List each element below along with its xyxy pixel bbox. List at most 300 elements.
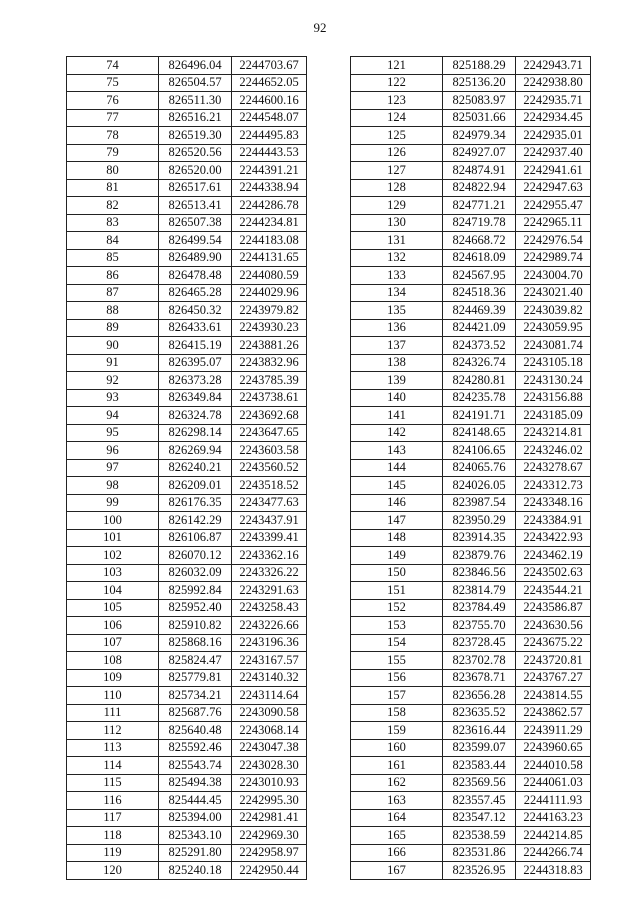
x-coordinate-cell: 826513.41: [159, 197, 232, 215]
table-row: [67, 74, 307, 92]
y-coordinate-cell: 2242969.30: [232, 827, 307, 845]
y-coordinate-cell: 2243692.68: [232, 407, 307, 425]
point-number-cell: 167: [351, 862, 443, 880]
table-row: [351, 302, 591, 320]
table-row: [351, 144, 591, 162]
table-row: [67, 844, 307, 862]
table-row: [351, 844, 591, 862]
x-coordinate-cell: 823879.76: [443, 547, 516, 565]
point-number-cell: 76: [67, 92, 159, 110]
point-number-cell: 164: [351, 809, 443, 827]
y-coordinate-cell: 2243603.58: [232, 442, 307, 460]
y-coordinate-cell: 2242965.11: [516, 214, 591, 232]
point-number-cell: 142: [351, 424, 443, 442]
table-row: [351, 477, 591, 495]
table-row: [67, 704, 307, 722]
y-coordinate-cell: 2243675.22: [516, 634, 591, 652]
table-row: [67, 127, 307, 145]
point-number-cell: 108: [67, 652, 159, 670]
table-row: [351, 617, 591, 635]
x-coordinate-cell: 826070.12: [159, 547, 232, 565]
x-coordinate-cell: 826298.14: [159, 424, 232, 442]
table-row: [351, 389, 591, 407]
x-coordinate-cell: 825952.40: [159, 599, 232, 617]
x-coordinate-cell: 825494.38: [159, 774, 232, 792]
point-number-cell: 139: [351, 372, 443, 390]
table-row: [67, 547, 307, 565]
x-coordinate-cell: 825543.74: [159, 757, 232, 775]
point-number-cell: 126: [351, 144, 443, 162]
x-coordinate-cell: 824668.72: [443, 232, 516, 250]
x-coordinate-cell: 824235.78: [443, 389, 516, 407]
y-coordinate-cell: 2244214.85: [516, 827, 591, 845]
point-number-cell: 119: [67, 844, 159, 862]
x-coordinate-cell: 823526.95: [443, 862, 516, 880]
x-coordinate-cell: 824191.71: [443, 407, 516, 425]
x-coordinate-cell: 825592.46: [159, 739, 232, 757]
y-coordinate-cell: 2243226.66: [232, 617, 307, 635]
x-coordinate-cell: 823914.35: [443, 529, 516, 547]
x-coordinate-cell: 826516.21: [159, 109, 232, 127]
table-row: [351, 652, 591, 670]
y-coordinate-cell: 2243185.09: [516, 407, 591, 425]
y-coordinate-cell: 2242947.63: [516, 179, 591, 197]
point-number-cell: 77: [67, 109, 159, 127]
y-coordinate-cell: 2242935.01: [516, 127, 591, 145]
point-number-cell: 89: [67, 319, 159, 337]
point-number-cell: 153: [351, 617, 443, 635]
y-coordinate-cell: 2244443.53: [232, 144, 307, 162]
y-coordinate-cell: 2243105.18: [516, 354, 591, 372]
point-number-cell: 165: [351, 827, 443, 845]
x-coordinate-cell: 825031.66: [443, 109, 516, 127]
x-coordinate-cell: 825824.47: [159, 652, 232, 670]
x-coordinate-cell: 825444.45: [159, 792, 232, 810]
point-number-cell: 95: [67, 424, 159, 442]
table-row: [351, 494, 591, 512]
x-coordinate-cell: 825291.80: [159, 844, 232, 862]
point-number-cell: 90: [67, 337, 159, 355]
table-row: [351, 179, 591, 197]
table-row: [67, 57, 307, 75]
y-coordinate-cell: 2243647.65: [232, 424, 307, 442]
y-coordinate-cell: 2243362.16: [232, 547, 307, 565]
table-row: [67, 862, 307, 880]
y-coordinate-cell: 2243348.16: [516, 494, 591, 512]
y-coordinate-cell: 2243767.27: [516, 669, 591, 687]
point-number-cell: 75: [67, 74, 159, 92]
x-coordinate-cell: 823538.59: [443, 827, 516, 845]
x-coordinate-cell: 824148.65: [443, 424, 516, 442]
point-number-cell: 129: [351, 197, 443, 215]
x-coordinate-cell: 826106.87: [159, 529, 232, 547]
point-number-cell: 97: [67, 459, 159, 477]
point-number-cell: 100: [67, 512, 159, 530]
point-number-cell: 86: [67, 267, 159, 285]
table-row: [351, 704, 591, 722]
x-coordinate-cell: 826517.61: [159, 179, 232, 197]
point-number-cell: 163: [351, 792, 443, 810]
point-number-cell: 118: [67, 827, 159, 845]
point-number-cell: 150: [351, 564, 443, 582]
x-coordinate-cell: 826209.01: [159, 477, 232, 495]
table-row: [67, 617, 307, 635]
point-number-cell: 140: [351, 389, 443, 407]
point-number-cell: 145: [351, 477, 443, 495]
table-row: [351, 792, 591, 810]
table-row: [67, 809, 307, 827]
y-coordinate-cell: 2243814.55: [516, 687, 591, 705]
x-coordinate-cell: 825734.21: [159, 687, 232, 705]
table-row: [351, 249, 591, 267]
x-coordinate-cell: 823814.79: [443, 582, 516, 600]
y-coordinate-cell: 2243960.65: [516, 739, 591, 757]
point-number-cell: 125: [351, 127, 443, 145]
x-coordinate-cell: 826511.30: [159, 92, 232, 110]
y-coordinate-cell: 2242955.47: [516, 197, 591, 215]
x-coordinate-cell: 826395.07: [159, 354, 232, 372]
point-number-cell: 134: [351, 284, 443, 302]
table-row: [351, 372, 591, 390]
y-coordinate-cell: 2243090.58: [232, 704, 307, 722]
x-coordinate-cell: 824326.74: [443, 354, 516, 372]
y-coordinate-cell: 2243196.36: [232, 634, 307, 652]
x-coordinate-cell: 825136.20: [443, 74, 516, 92]
x-coordinate-cell: 824106.65: [443, 442, 516, 460]
y-coordinate-cell: 2242981.41: [232, 809, 307, 827]
y-coordinate-cell: 2244495.83: [232, 127, 307, 145]
y-coordinate-cell: 2243518.52: [232, 477, 307, 495]
table-row: [67, 669, 307, 687]
y-coordinate-cell: 2243167.57: [232, 652, 307, 670]
table-row: [67, 109, 307, 127]
point-number-cell: 99: [67, 494, 159, 512]
point-number-cell: 157: [351, 687, 443, 705]
table-row: [351, 774, 591, 792]
point-number-cell: 158: [351, 704, 443, 722]
point-number-cell: 80: [67, 162, 159, 180]
table-row: [67, 372, 307, 390]
x-coordinate-cell: 825188.29: [443, 57, 516, 75]
point-number-cell: 78: [67, 127, 159, 145]
x-coordinate-cell: 826269.94: [159, 442, 232, 460]
y-coordinate-cell: 2244010.58: [516, 757, 591, 775]
point-number-cell: 103: [67, 564, 159, 582]
point-number-cell: 149: [351, 547, 443, 565]
y-coordinate-cell: 2244163.23: [516, 809, 591, 827]
x-coordinate-cell: 826519.30: [159, 127, 232, 145]
x-coordinate-cell: 826142.29: [159, 512, 232, 530]
table-row: [67, 144, 307, 162]
table-row: [351, 634, 591, 652]
point-number-cell: 147: [351, 512, 443, 530]
y-coordinate-cell: 2243437.91: [232, 512, 307, 530]
x-coordinate-cell: 824469.39: [443, 302, 516, 320]
table-row: [351, 162, 591, 180]
table-row: [67, 459, 307, 477]
x-coordinate-cell: 823569.56: [443, 774, 516, 792]
y-coordinate-cell: 2243930.23: [232, 319, 307, 337]
point-number-cell: 120: [67, 862, 159, 880]
y-coordinate-cell: 2242938.80: [516, 74, 591, 92]
table-row: [67, 337, 307, 355]
table-row: [67, 477, 307, 495]
y-coordinate-cell: 2244338.94: [232, 179, 307, 197]
x-coordinate-cell: 824280.81: [443, 372, 516, 390]
table-row: [351, 529, 591, 547]
y-coordinate-cell: 2243720.81: [516, 652, 591, 670]
x-coordinate-cell: 825687.76: [159, 704, 232, 722]
x-coordinate-cell: 825343.10: [159, 827, 232, 845]
point-number-cell: 81: [67, 179, 159, 197]
point-number-cell: 131: [351, 232, 443, 250]
y-coordinate-cell: 2243291.63: [232, 582, 307, 600]
point-number-cell: 148: [351, 529, 443, 547]
y-coordinate-cell: 2243114.64: [232, 687, 307, 705]
y-coordinate-cell: 2243630.56: [516, 617, 591, 635]
point-number-cell: 91: [67, 354, 159, 372]
y-coordinate-cell: 2242976.54: [516, 232, 591, 250]
x-coordinate-cell: 824719.78: [443, 214, 516, 232]
point-number-cell: 92: [67, 372, 159, 390]
x-coordinate-cell: 826489.90: [159, 249, 232, 267]
y-coordinate-cell: 2243140.32: [232, 669, 307, 687]
x-coordinate-cell: 825992.84: [159, 582, 232, 600]
point-number-cell: 102: [67, 547, 159, 565]
point-number-cell: 87: [67, 284, 159, 302]
table-row: [67, 424, 307, 442]
y-coordinate-cell: 2243785.39: [232, 372, 307, 390]
y-coordinate-cell: 2243911.29: [516, 722, 591, 740]
table-row: [67, 232, 307, 250]
point-number-cell: 116: [67, 792, 159, 810]
table-row: [67, 442, 307, 460]
table-row: [351, 512, 591, 530]
table-row: [351, 92, 591, 110]
page-number: 92: [313, 20, 327, 35]
y-coordinate-cell: 2243560.52: [232, 459, 307, 477]
point-number-cell: 88: [67, 302, 159, 320]
x-coordinate-cell: 823531.86: [443, 844, 516, 862]
table-row: [67, 529, 307, 547]
point-number-cell: 152: [351, 599, 443, 617]
x-coordinate-cell: 825394.00: [159, 809, 232, 827]
table-row: [67, 722, 307, 740]
x-coordinate-cell: 823702.78: [443, 652, 516, 670]
x-coordinate-cell: 826465.28: [159, 284, 232, 302]
table-row: [351, 442, 591, 460]
table-row: [351, 57, 591, 75]
y-coordinate-cell: 2243399.41: [232, 529, 307, 547]
x-coordinate-cell: 825779.81: [159, 669, 232, 687]
x-coordinate-cell: 825868.16: [159, 634, 232, 652]
point-number-cell: 127: [351, 162, 443, 180]
point-number-cell: 93: [67, 389, 159, 407]
x-coordinate-cell: 824421.09: [443, 319, 516, 337]
point-number-cell: 96: [67, 442, 159, 460]
point-number-cell: 106: [67, 617, 159, 635]
x-coordinate-cell: 823728.45: [443, 634, 516, 652]
x-coordinate-cell: 824026.05: [443, 477, 516, 495]
y-coordinate-cell: 2243004.70: [516, 267, 591, 285]
table-row: [67, 267, 307, 285]
point-number-cell: 98: [67, 477, 159, 495]
table-row: [67, 162, 307, 180]
y-coordinate-cell: 2243068.14: [232, 722, 307, 740]
table-row: [67, 214, 307, 232]
point-number-cell: 109: [67, 669, 159, 687]
x-coordinate-cell: 826496.04: [159, 57, 232, 75]
point-number-cell: 112: [67, 722, 159, 740]
table-row: [67, 512, 307, 530]
table-row: [67, 564, 307, 582]
x-coordinate-cell: 823755.70: [443, 617, 516, 635]
point-number-cell: 104: [67, 582, 159, 600]
table-row: [67, 319, 307, 337]
point-number-cell: 141: [351, 407, 443, 425]
table-row: [351, 739, 591, 757]
table-row: [351, 232, 591, 250]
point-number-cell: 146: [351, 494, 443, 512]
x-coordinate-cell: 823635.52: [443, 704, 516, 722]
y-coordinate-cell: 2243586.87: [516, 599, 591, 617]
y-coordinate-cell: 2242995.30: [232, 792, 307, 810]
table-row: [67, 389, 307, 407]
table-row: [67, 494, 307, 512]
y-coordinate-cell: 2244318.83: [516, 862, 591, 880]
point-number-cell: 162: [351, 774, 443, 792]
y-coordinate-cell: 2242958.97: [232, 844, 307, 862]
x-coordinate-cell: 826373.28: [159, 372, 232, 390]
table-row: [67, 792, 307, 810]
x-coordinate-cell: 826240.21: [159, 459, 232, 477]
y-coordinate-cell: 2242937.40: [516, 144, 591, 162]
table-row: [67, 827, 307, 845]
table-row: [351, 809, 591, 827]
point-number-cell: 154: [351, 634, 443, 652]
point-number-cell: 114: [67, 757, 159, 775]
x-coordinate-cell: 823583.44: [443, 757, 516, 775]
x-coordinate-cell: 824927.07: [443, 144, 516, 162]
table-row: [67, 284, 307, 302]
table-row: [67, 92, 307, 110]
table-row: [351, 722, 591, 740]
table-row: [67, 634, 307, 652]
y-coordinate-cell: 2244061.03: [516, 774, 591, 792]
y-coordinate-cell: 2244080.59: [232, 267, 307, 285]
table-row: [351, 354, 591, 372]
point-number-cell: 85: [67, 249, 159, 267]
point-number-cell: 111: [67, 704, 159, 722]
x-coordinate-cell: 824518.36: [443, 284, 516, 302]
y-coordinate-cell: 2242941.61: [516, 162, 591, 180]
x-coordinate-cell: 826499.54: [159, 232, 232, 250]
coordinates-table-right: [350, 56, 591, 880]
table-row: [67, 599, 307, 617]
point-number-cell: 122: [351, 74, 443, 92]
y-coordinate-cell: 2244111.93: [516, 792, 591, 810]
table-row: [67, 774, 307, 792]
table-row: [351, 284, 591, 302]
point-number-cell: 135: [351, 302, 443, 320]
x-coordinate-cell: 826032.09: [159, 564, 232, 582]
x-coordinate-cell: 825083.97: [443, 92, 516, 110]
y-coordinate-cell: 2243081.74: [516, 337, 591, 355]
y-coordinate-cell: 2244391.21: [232, 162, 307, 180]
point-number-cell: 113: [67, 739, 159, 757]
y-coordinate-cell: 2243039.82: [516, 302, 591, 320]
x-coordinate-cell: 826324.78: [159, 407, 232, 425]
table-row: [67, 249, 307, 267]
point-number-cell: 110: [67, 687, 159, 705]
point-number-cell: 136: [351, 319, 443, 337]
point-number-cell: 128: [351, 179, 443, 197]
y-coordinate-cell: 2243862.57: [516, 704, 591, 722]
point-number-cell: 123: [351, 92, 443, 110]
table-row: [351, 197, 591, 215]
x-coordinate-cell: 826520.00: [159, 162, 232, 180]
table-row: [67, 739, 307, 757]
x-coordinate-cell: 826415.19: [159, 337, 232, 355]
table-row: [351, 582, 591, 600]
x-coordinate-cell: 823950.29: [443, 512, 516, 530]
point-number-cell: 166: [351, 844, 443, 862]
y-coordinate-cell: 2243738.61: [232, 389, 307, 407]
y-coordinate-cell: 2243477.63: [232, 494, 307, 512]
x-coordinate-cell: 823987.54: [443, 494, 516, 512]
table-row: [351, 319, 591, 337]
y-coordinate-cell: 2243502.63: [516, 564, 591, 582]
point-number-cell: 124: [351, 109, 443, 127]
point-number-cell: 155: [351, 652, 443, 670]
point-number-cell: 160: [351, 739, 443, 757]
table-row: [351, 564, 591, 582]
point-number-cell: 101: [67, 529, 159, 547]
table-row: [351, 687, 591, 705]
point-number-cell: 117: [67, 809, 159, 827]
table-row: [67, 179, 307, 197]
table-row: [351, 214, 591, 232]
table-row: [351, 267, 591, 285]
x-coordinate-cell: 826520.56: [159, 144, 232, 162]
y-coordinate-cell: 2243246.02: [516, 442, 591, 460]
point-number-cell: 133: [351, 267, 443, 285]
y-coordinate-cell: 2243059.95: [516, 319, 591, 337]
table-row: [67, 687, 307, 705]
table-row: [351, 424, 591, 442]
y-coordinate-cell: 2244703.67: [232, 57, 307, 75]
y-coordinate-cell: 2243021.40: [516, 284, 591, 302]
table-row: [67, 757, 307, 775]
table-row: [351, 547, 591, 565]
y-coordinate-cell: 2242950.44: [232, 862, 307, 880]
x-coordinate-cell: 826349.84: [159, 389, 232, 407]
point-number-cell: 83: [67, 214, 159, 232]
point-number-cell: 74: [67, 57, 159, 75]
table-row: [351, 669, 591, 687]
point-number-cell: 132: [351, 249, 443, 267]
y-coordinate-cell: 2243130.24: [516, 372, 591, 390]
y-coordinate-cell: 2242935.71: [516, 92, 591, 110]
point-number-cell: 138: [351, 354, 443, 372]
y-coordinate-cell: 2243010.93: [232, 774, 307, 792]
y-coordinate-cell: 2243832.96: [232, 354, 307, 372]
y-coordinate-cell: 2243462.19: [516, 547, 591, 565]
point-number-cell: 107: [67, 634, 159, 652]
y-coordinate-cell: 2243258.43: [232, 599, 307, 617]
x-coordinate-cell: 824567.95: [443, 267, 516, 285]
point-number-cell: 130: [351, 214, 443, 232]
